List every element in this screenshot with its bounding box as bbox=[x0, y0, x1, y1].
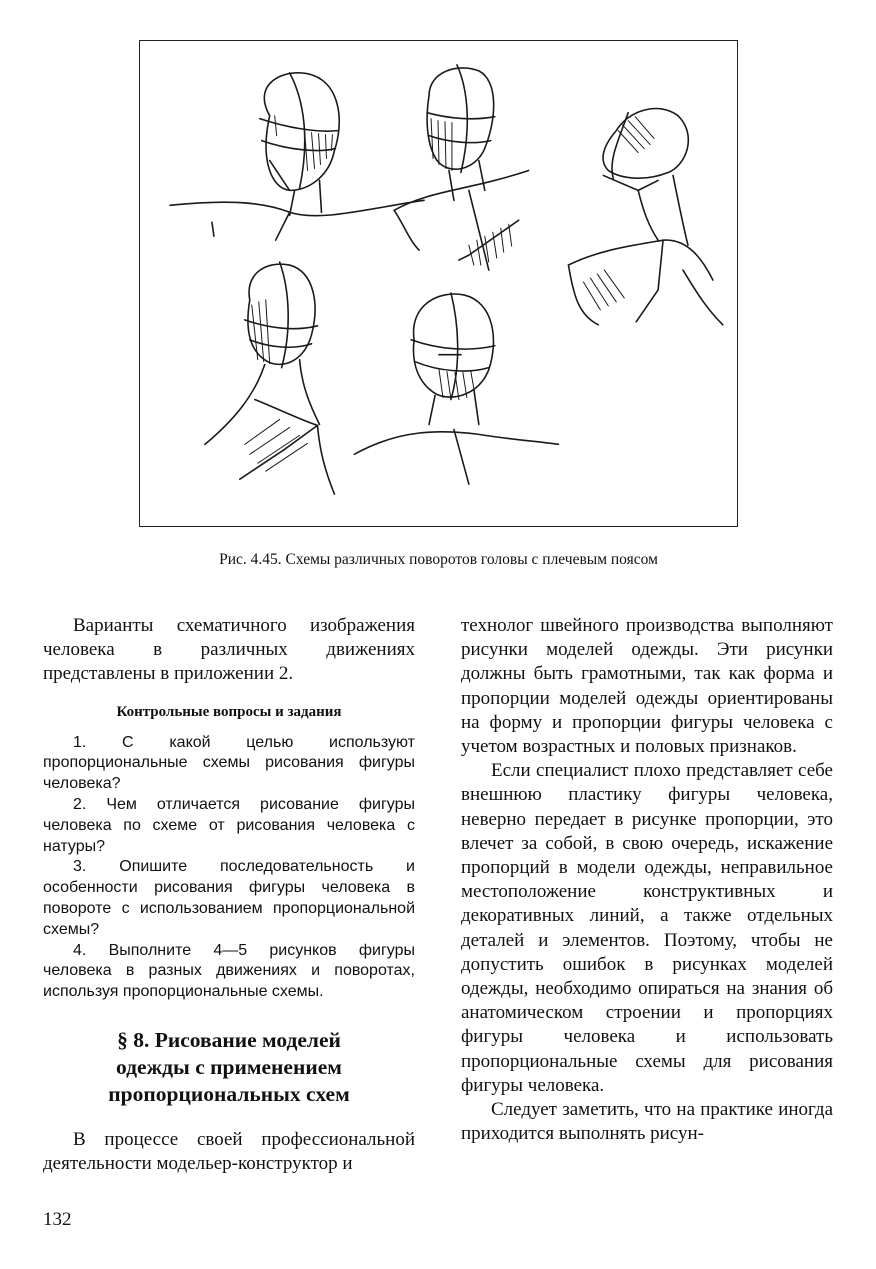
section-title bbox=[43, 1027, 415, 1108]
figure-caption: Рис. 4.45. Схемы различных поворотов головы с плечевым поясом bbox=[219, 551, 658, 568]
section-title-line: пропорциональных схем bbox=[108, 1081, 350, 1106]
body-paragraph: Если специалист плохо представляет себе внешнюю пластику фигуры человека, неверно передает в рисунке пропорции, это влечет за собой, в свою очередь, искажение пропорций в модели одежды, неправильное местоположение конструктивных и декоративных линий, а также отдельных деталей и элементов. Поэтому, чтобы не допустить ошибок в рисунках моделей одежды, необходимо опираться на знания об анатомическом строении и пропорциях фигуры человека и использовать пропорциональные схемы для рисования фигуры человека. bbox=[461, 760, 833, 1096]
sketch-head-frontal bbox=[354, 293, 558, 484]
body-paragraph: Следует заметить, что на практике иногда приходится выполнять рисун- bbox=[461, 1099, 833, 1145]
head-rotation-sketches bbox=[140, 41, 737, 526]
question-item: 4. Выполните 4—5 рисунков фигуры человека в разных движениях и поворотах, используя пропорциональные схемы. bbox=[43, 941, 415, 1001]
question-item: 3. Опишите последовательность и особенности рисования фигуры человека в повороте с использованием пропорциональной схемы? bbox=[43, 858, 415, 938]
left-column bbox=[43, 614, 415, 1176]
question-item: 2. Чем отличается рисование фигуры человека по схеме от рисования человека с натуры? bbox=[43, 796, 415, 855]
page-number: 132 bbox=[43, 1209, 72, 1230]
intro-paragraph: Варианты схематичного изображения человека в различных движениях представлены в приложении 2. bbox=[43, 615, 415, 685]
figure-illustration bbox=[139, 40, 738, 527]
right-column bbox=[461, 614, 833, 1146]
sketch-head-profile-turn bbox=[205, 262, 334, 494]
body-paragraph: технолог швейного производства выполняют рисунки моделей одежды. Эти рисунки должны быть грамотными, так как форма и пропорции моделей одежды ориентированы на форму и пропорции фигуры человека с учетом возрастных и половых признаков. bbox=[461, 615, 833, 758]
question-item: 1. С какой целью используют пропорциональные схемы рисования фигуры человека? bbox=[43, 733, 415, 793]
sketch-head-three-quarter bbox=[394, 65, 528, 270]
sketch-head-tilted-back bbox=[568, 108, 722, 324]
questions-heading: Контрольные вопросы и задания bbox=[116, 703, 342, 720]
section-paragraph: В процессе своей профессиональной деятельности модельер-конструктор и bbox=[43, 1128, 415, 1175]
sketch-head-front-tilt bbox=[170, 73, 424, 240]
section-title-line: § 8. Рисование моделей bbox=[117, 1027, 341, 1052]
section-title-line: одежды с применением bbox=[116, 1054, 342, 1079]
